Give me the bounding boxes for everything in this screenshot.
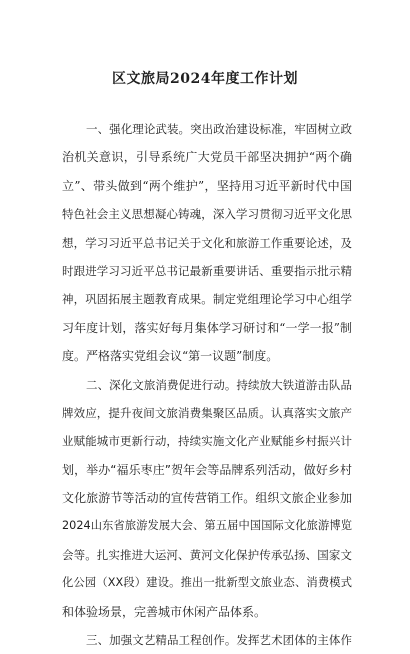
body-text-line: 三、加强文艺精品工程创作。发挥艺术团体的主体作 xyxy=(86,633,352,648)
document-body xyxy=(62,115,352,654)
body-text-line: 二、深化文旅消费促进行动。持续放大铁道游击队品 xyxy=(86,377,352,392)
body-text-line: 一、强化理论武装。突出政治建设标准，牢固树立政 xyxy=(86,122,352,136)
body-text-line: 2024山东省旅游发展大会、第五届中国国际文化旅游博览 xyxy=(62,519,352,533)
body-text-line: 划，举办“福乐枣庄”贺年会等品牌系列活动，做好乡村 xyxy=(62,462,352,477)
document-title: 区文旅局2024年度工作计划 xyxy=(112,71,298,87)
body-text-line: 时跟进学习习近平总书记最新重要讲话、重要指示批示精 xyxy=(62,263,352,278)
body-text-line: 文化旅游节等活动的宣传营销工作。组织文旅企业参加 xyxy=(62,491,352,506)
body-text-line: 化公园（XX段）建设。推出一批新型文旅业态、消费模式 xyxy=(62,576,352,590)
body-text-line: 立”、带头做到“两个维护”，坚持用习近平新时代中国 xyxy=(62,178,352,193)
body-text-line: 想，学习习近平总书记关于文化和旅游工作重要论述，及 xyxy=(62,235,352,250)
body-text-line: 度。严格落实党组会议“第一议题”制度。 xyxy=(62,349,279,364)
body-text-line: 神，巩固拓展主题教育成果。制定党组理论学习中心组学 xyxy=(62,292,352,307)
body-text-line: 和体验场景，完善城市休闲产品体系。 xyxy=(62,604,267,619)
body-text-line: 特色社会主义思想凝心铸魂，深入学习贯彻习近平文化思 xyxy=(62,207,352,222)
body-text-line: 习年度计划，落实好每月集体学习研讨和“一学一报”制 xyxy=(62,320,352,335)
body-text-line: 牌效应，提升夜间文旅消费集聚区品质。认真落实文旅产 xyxy=(62,405,352,420)
body-text-line: 会等。扎实推进大运河、黄河文化保护传承弘扬、国家文 xyxy=(62,547,352,562)
body-text-line: 治机关意识，引导系统广大党员干部坚决拥护“两个确 xyxy=(62,150,352,165)
body-text-line: 业赋能城市更新行动，持续实施文化产业赋能乡村振兴计 xyxy=(62,434,352,449)
